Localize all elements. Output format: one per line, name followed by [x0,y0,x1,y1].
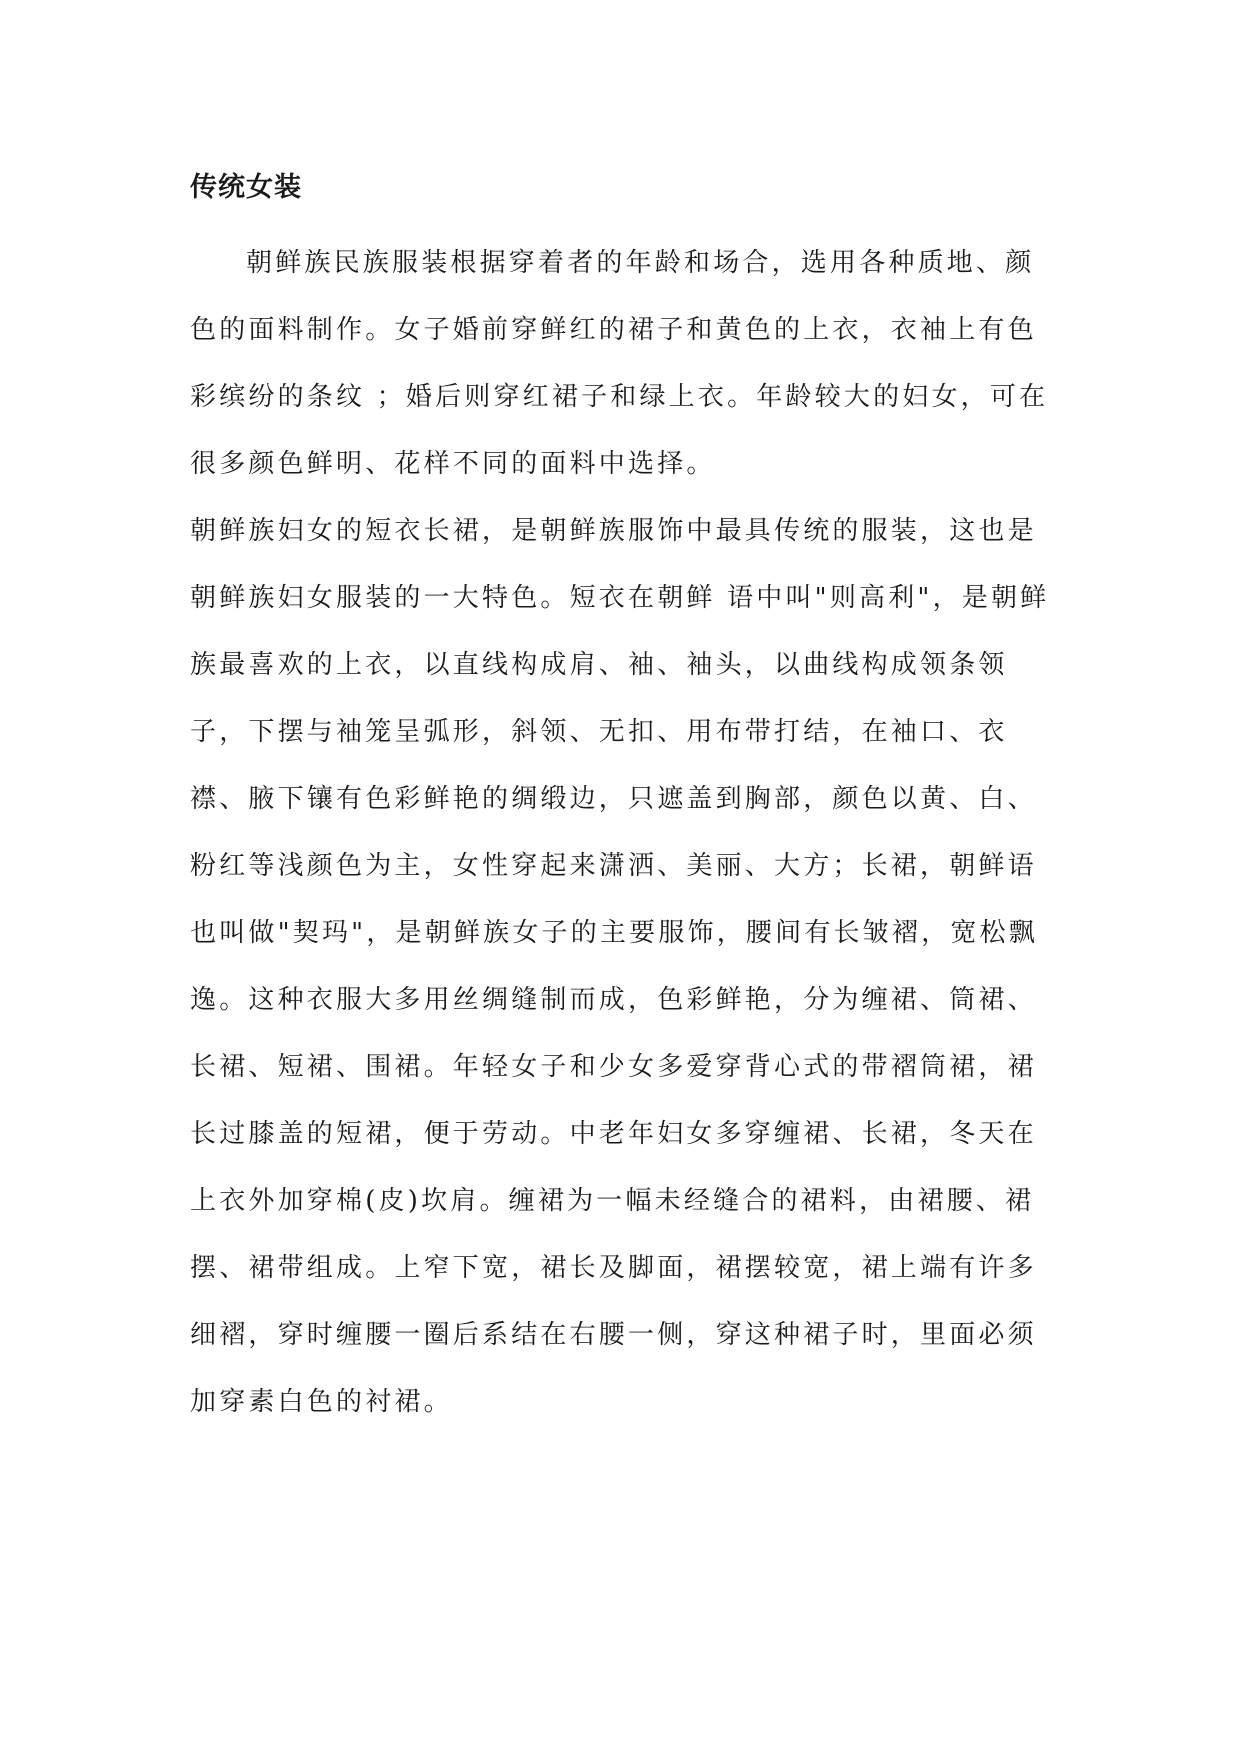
paragraph-2-line: 长过膝盖的短裙，便于劳动。中老年妇女多穿缠裙、长裙，冬天在 [190,1119,1037,1149]
paragraph-2-line: 朝鲜族妇女的短衣长裙，是朝鲜族服饰中最具传统的服装，这也是 [190,516,1037,546]
paragraph-2-line: 朝鲜族妇女服装的一大特色。短衣在朝鲜 语中叫"则高利"，是朝鲜 [190,583,1050,613]
paragraph-2-line: 摆、裙带组成。上窄下宽，裙长及脚面，裙摆较宽，裙上端有许多 [190,1253,1037,1283]
paragraph-1-line: 朝鲜族民族服装根据穿着者的年龄和场合，选用各种质地、颜 [246,248,1035,278]
paragraph-2-line: 逸。这种衣服大多用丝绸缝制而成，色彩鲜艳，分为缠裙、筒裙、 [190,985,1037,1015]
paragraph-1-line: 色的面料制作。女子婚前穿鲜红的裙子和黄色的上衣，衣袖上有色 [190,315,1037,345]
paragraph-1-line: 很多颜色鲜明、花样不同的面料中选择。 [190,449,716,479]
paragraph-2-line: 加穿素白色的衬裙。 [190,1387,453,1417]
paragraph-2-line: 长裙、短裙、围裙。年轻女子和少女多爱穿背心式的带褶筒裙，裙 [190,1052,1037,1082]
paragraph-2-line: 也叫做"契玛"，是朝鲜族女子的主要服饰，腰间有长皱褶，宽松飘 [190,918,1038,948]
paragraph-2-line: 上衣外加穿棉(皮)坎肩。缠裙为一幅未经缝合的裙料，由裙腰、裙 [190,1186,1035,1216]
paragraph-2-line: 族最喜欢的上衣，以直线构成肩、袖、袖头，以曲线构成领条领 [190,650,1008,680]
paragraph-1-line: 彩缤纷的条纹 ；婚后则穿红裙子和绿上衣。年龄较大的妇女，可在 [190,382,1049,412]
paragraph-2-line: 襟、腋下镶有色彩鲜艳的绸缎边，只遮盖到胸部，颜色以黄、白、 [190,784,1037,814]
paragraph-2-line: 粉红等浅颜色为主，女性穿起来潇洒、美丽、大方；长裙，朝鲜语 [190,851,1037,881]
document-title: 传统女装 [190,172,302,203]
paragraph-2-line: 子，下摆与袖笼呈弧形，斜领、无扣、用布带打结，在袖口、衣 [190,717,1008,747]
paragraph-2-line: 细褶，穿时缠腰一圈后系结在右腰一侧，穿这种裙子时，里面必须 [190,1320,1037,1350]
